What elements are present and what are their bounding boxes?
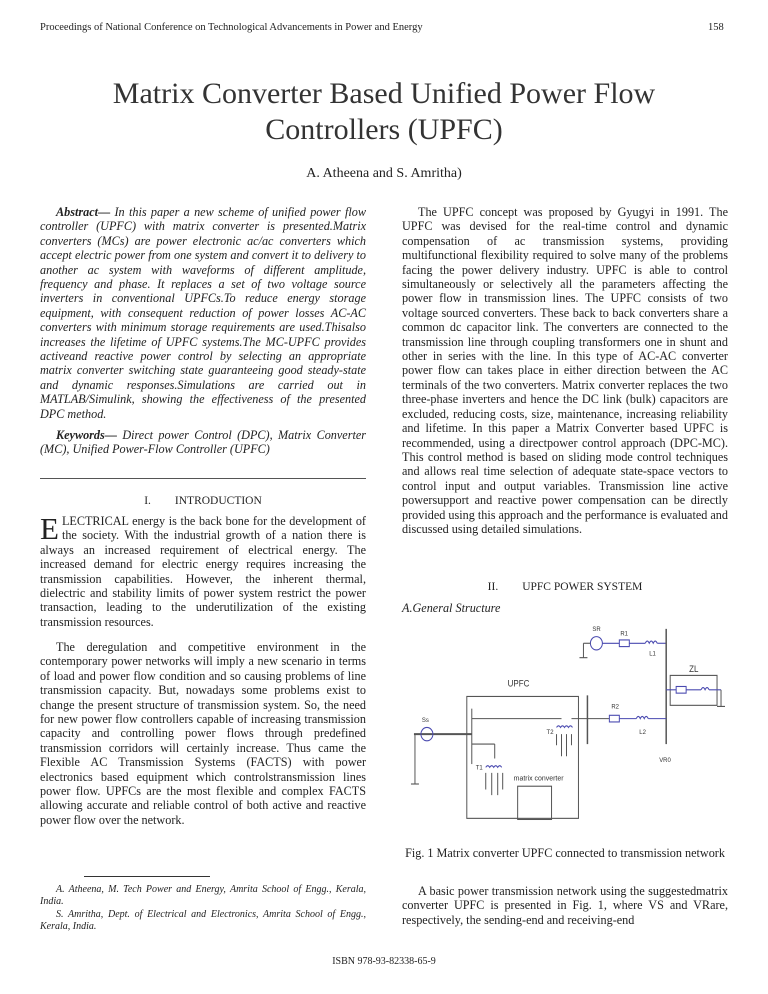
inductor-l2 [636, 716, 648, 718]
figure-caption: Fig. 1 Matrix converter UPFC connected to transmission network [405, 846, 725, 860]
keywords-label: Keywords— [56, 428, 117, 442]
intro-paragraph: The deregulation and competitive environment in the contemporary power networks will imply a new scenario in terms of load and power flow condition and so causing problems of line transmission capacity. But, nowadays some problems exist to change the present structure of transmission system. So, the need for new power flow controllers capable of increasing transmission capacity and controlling power flows through predefined transmission corridors will certainly increase. Thus came the Flexible AC Transmission Systems (FACTS) with power electronics based equipment which controlstransmission lines power flow. UPFCs are the most flexible and complex FACTS allowing accurate and reliable control of both active and reactive power flow over the network. [40, 640, 366, 827]
divider-rule [40, 478, 366, 479]
footnote-rule [84, 876, 210, 877]
section-heading [402, 580, 728, 594]
title-line: Matrix Converter Based Unified Power Flow [112, 77, 656, 110]
source-sr-icon [590, 637, 602, 650]
section-title: INTRODUCTION [174, 495, 262, 507]
resistor-r2 [609, 715, 619, 722]
footnote: A. Atheena, M. Tech Power and Energy, Amrita School of Engg., Kerala, India. [40, 884, 366, 908]
page-number: 158 [708, 22, 724, 33]
abstract-text: In this paper a new scheme of unified power flow controller (UPFC) with matrix converter is presented.Matrix converters (MCs) are power electronic ac/ac converters which accept electric power from one system and convert it to delivery to another ac system with waveforms of different amplitude, frequency and phase. It replaces a set of two voltage source inverters in conventional UPFCs.To reduce energy storage equipment, with consequent reduction of power losses AC-AC converters with minimum storage requirements are used.Thisalso increases the lifetime of UPFC systems.The MC-UPFC provides activeand reactive power control by selecting an appropriate matrix converter switching state guaranteeing good steady-state and dynamic responses.Simulations are carried out in MATLAB/Simulink, showing the effectiveness of the presented DPC method. [40, 205, 366, 421]
title-line: Controllers (UPFC) [265, 113, 503, 146]
label-r2: R2 [611, 703, 619, 711]
label-vr: VR0 [659, 756, 671, 764]
paper-title [0, 76, 768, 148]
label-l2: L2 [639, 728, 646, 737]
section-heading [40, 494, 366, 508]
section-title: UPFC POWER SYSTEM [522, 581, 643, 593]
resistor-r1 [619, 640, 629, 647]
body-paragraph: The UPFC concept was proposed by Gyugyi in 1991. The UPFC was devised for the real-time control and dynamic compensation of ac transmission systems, providing multifunctional flexibility required to solve many of the problems facing the power delivery industry. UPFC is able to control simultaneously or selectively all the parameters affecting the power flow in transmission lines. The UPFC consists of two voltage sourced converters. These back to back converters share a common dc capacitor link. The converters are connected to the transmission line through coupling transformers one in shunt and other in series with the line. In this type of AC-AC converter power flow can takes place in either direction between the AC terminals of the two converters. Matrix converter replaces the two three-phase inverters and hence the DC link (bulk) capacitors are excluded, reducing costs, size, maintenance, increasing reliability and lifetime. In this paper a Matrix Converter based UPFC is recommended, using a directpower control approach (DPC-MC). This control method is based on sliding mode control techniques and allows real time selection of adequate state-space vectors to control input and output variables. Transmission line active powersupport and reactive power compensation can be directly provided using this approach and the performance is evaluated and discussed using detailed simulations. [402, 205, 728, 536]
footnotes [40, 884, 366, 934]
keywords-text: Direct power Control (DPC), Matrix Converter (MC), Unified Power-Flow Controller (UPFC) [40, 428, 366, 457]
running-header: Proceedings of National Conference on Technological Advancements in Power and Energy [40, 22, 423, 33]
label-t1: T1 [475, 764, 483, 772]
label-r1: R1 [620, 630, 628, 638]
abstract [40, 205, 366, 421]
body-paragraph: A basic power transmission network using the suggestedmatrix converter UPFC is presented in Fig. 1, where VS and VRare, respectively, the sending-end and receiving-end [402, 884, 728, 927]
label-l1: L1 [649, 650, 656, 658]
circuit-diagram [402, 620, 728, 825]
matrix-converter-box [518, 786, 552, 819]
intro-paragraph [40, 511, 366, 629]
section-number: I. [144, 495, 151, 507]
upfc-box [467, 696, 579, 818]
label-upfc: UPFC [507, 678, 530, 689]
keywords [40, 428, 366, 457]
abstract-label: Abstract— [56, 205, 111, 219]
subsection-heading: A.General Structure [402, 601, 501, 615]
load-zl [670, 675, 717, 705]
label-ss: Ss [421, 716, 429, 725]
label-t2: T2 [546, 728, 554, 737]
inductor-l1 [645, 641, 657, 643]
label-matrix-converter: matrix converter [513, 773, 564, 783]
label-sr: SR [592, 625, 601, 634]
transformer-t1 [486, 766, 502, 768]
drop-cap: E [40, 511, 59, 546]
intro-text: LECTRICAL energy is the back bone for the development of the society. With the industrial growth of a nation there is always an increased requirement of electrical energy. The increased demand for electric energy requires increasing the transmission capabilities. However, the inherent thermal, dielectric and stability limits of power system restrict the power transaction, leading to the underutilization of the existing transmission resources. [40, 514, 366, 629]
transformer-t2 [557, 726, 573, 728]
section-number: II. [487, 581, 499, 593]
label-zl: ZL [689, 663, 699, 675]
footer-isbn: ISBN 978-93-82338-65-9 [332, 956, 436, 967]
footnote: S. Amritha, Dept. of Electrical and Electronics, Amrita School of Engg., Kerala, India. [40, 908, 366, 933]
authors: A. Atheena and S. Amritha) [306, 166, 462, 181]
